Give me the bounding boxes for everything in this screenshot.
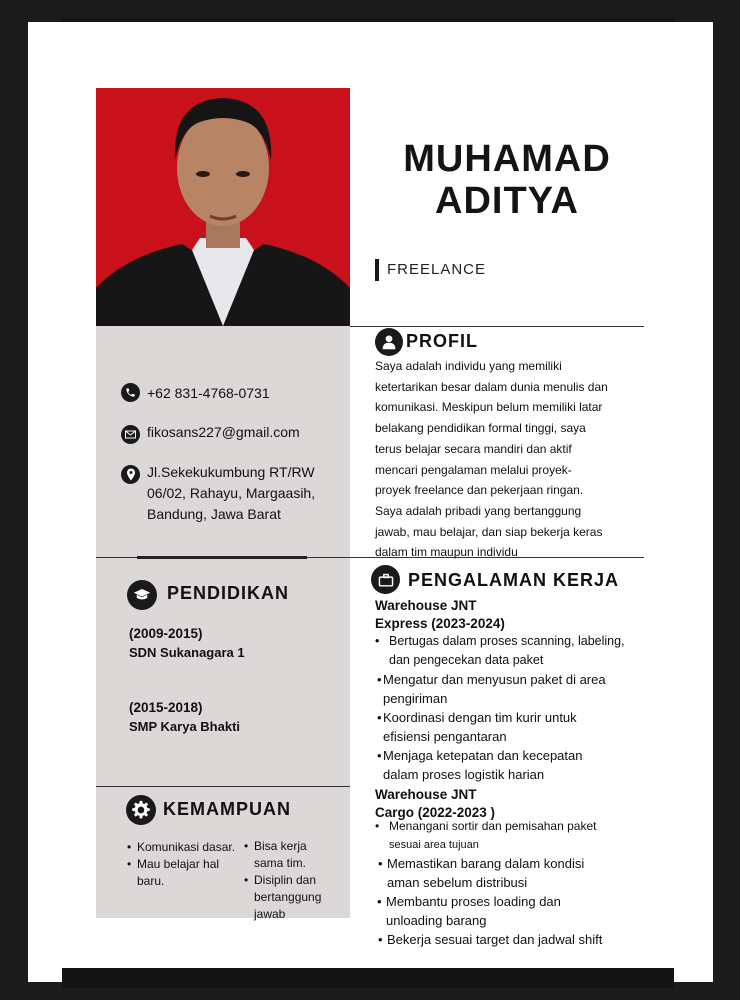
profile-line: belakang pendidikan formal tinggi, saya [375, 421, 586, 436]
skill-line: Komunikasi dasar. [137, 840, 236, 854]
skill-line: sama tim. [254, 856, 307, 870]
bullet: • [377, 748, 382, 763]
job-title-line: Warehouse JNT [375, 598, 477, 613]
duty-line: Menjaga ketepatan dan kecepatan [383, 748, 583, 763]
experience-heading: PENGALAMAN KERJA [408, 570, 620, 590]
duty-line: Bertugas dalam proses scanning, labeling, [389, 634, 625, 648]
bullet: • [244, 873, 249, 887]
duty-line: dan pengecekan data paket [389, 653, 544, 667]
role-accent-bar [375, 259, 379, 281]
skill-line: Disiplin dan [254, 873, 317, 887]
education-school: SMP Karya Bhakti [129, 719, 241, 734]
last-name: ADITYA [435, 180, 579, 222]
duty-line: unloading barang [386, 913, 487, 928]
phone-number: +62 831-4768-0731 [147, 385, 270, 401]
profile-line: komunikasi. Meskipun belum memiliki latar [375, 400, 603, 415]
profile-summary [375, 356, 637, 563]
skill-item [127, 856, 220, 890]
bullet: • [377, 894, 382, 909]
briefcase-icon [371, 565, 400, 594]
skill-line: bertanggung [254, 890, 322, 904]
bullet: • [378, 856, 383, 871]
job-title-line: Warehouse JNT [375, 787, 477, 802]
duty-line: Membantu proses loading dan [386, 894, 561, 909]
duty-line: sesuai area tujuan [389, 839, 479, 851]
bullet: • [127, 857, 132, 871]
skills-heading: KEMAMPUAN [163, 799, 291, 819]
bottom-border-bar [62, 968, 674, 988]
skill-item [244, 872, 322, 923]
duty-line: Koordinasi dengan tim kurir untuk [383, 710, 577, 725]
bullet: • [377, 710, 382, 725]
sidebar [96, 326, 350, 918]
bullet: • [378, 932, 383, 947]
location-icon [121, 465, 140, 484]
skill-line: baru. [137, 874, 165, 888]
divider-sidebar-accent [137, 556, 307, 559]
duty-item [378, 854, 585, 892]
duty-item [377, 708, 577, 746]
skill-line: Bisa kerja [254, 839, 307, 853]
graduation-cap-icon [127, 580, 157, 610]
profile-line: dalam tim maupun individu [375, 545, 518, 560]
duty-item [377, 892, 561, 930]
duty-item [377, 746, 583, 784]
person-icon [375, 328, 403, 356]
address-line: 06/02, Rahayu, Margaasih, [147, 485, 316, 501]
skill-line: Mau belajar hal [137, 857, 220, 871]
duty-line: Menangani sortir dan pemisahan paket [389, 819, 597, 833]
education-years: (2015-2018) [129, 700, 203, 715]
profile-line: ketertarikan besar dalam dunia menulis dan [375, 379, 608, 394]
profile-photo [96, 88, 350, 326]
divider-skills-top [96, 786, 350, 787]
bullet: • [127, 840, 132, 854]
bullet: • [377, 672, 382, 687]
education-years: (2009-2015) [129, 626, 203, 641]
duty-item [378, 930, 603, 949]
duty-line: Bekerja sesuai target dan jadwal shift [387, 932, 603, 947]
profile-line: terus belajar secara mandiri dan aktif [375, 441, 572, 456]
email-icon [121, 425, 140, 444]
duty-line: Memastikan barang dalam kondisi [387, 856, 585, 871]
job-title-line: Express (2023-2024) [375, 616, 505, 631]
skill-item [127, 839, 236, 856]
job-role: FREELANCE [387, 261, 487, 278]
duty-item [375, 817, 597, 855]
email-address: fikosans227@gmail.com [147, 424, 300, 440]
gear-icon [126, 795, 156, 825]
profile-line: Saya adalah pribadi yang bertanggung [375, 503, 582, 518]
duty-line: dalam proses logistik harian [383, 767, 545, 782]
bullet: • [244, 839, 249, 853]
phone-icon [121, 383, 140, 402]
profile-heading: PROFIL [406, 331, 478, 351]
first-name: MUHAMAD [403, 138, 611, 180]
address [147, 462, 315, 525]
address-line: Jl.Sekekukumbung RT/RW [147, 464, 315, 480]
duty-item [375, 632, 625, 670]
bullet: • [375, 819, 380, 833]
education-heading: PENDIDIKAN [167, 583, 290, 603]
profile-line: proyek freelance dan pekerjaan ringan. [375, 483, 584, 498]
education-school: SDN Sukanagara 1 [129, 645, 245, 660]
profile-line: mencari pengalaman melalui proyek- [375, 462, 572, 477]
job-title [375, 597, 505, 633]
duty-item [377, 670, 606, 708]
profile-line: Saya adalah individu yang memiliki [375, 359, 562, 373]
bullet: • [375, 634, 380, 648]
duty-line: aman sebelum distribusi [387, 875, 528, 890]
duty-line: efisiensi pengantaran [383, 729, 507, 744]
duty-line: Mengatur dan menyusun paket di area [383, 672, 606, 687]
divider-profile-top [350, 326, 644, 327]
skill-item [244, 838, 307, 872]
job-title-line: Cargo (2022-2023 ) [375, 805, 496, 820]
address-line: Bandung, Jawa Barat [147, 506, 281, 522]
profile-line: jawab, mau belajar, dan siap bekerja keras [375, 524, 603, 539]
duty-line: pengiriman [383, 691, 448, 706]
candidate-name [362, 138, 652, 222]
skill-line: jawab [254, 907, 286, 921]
